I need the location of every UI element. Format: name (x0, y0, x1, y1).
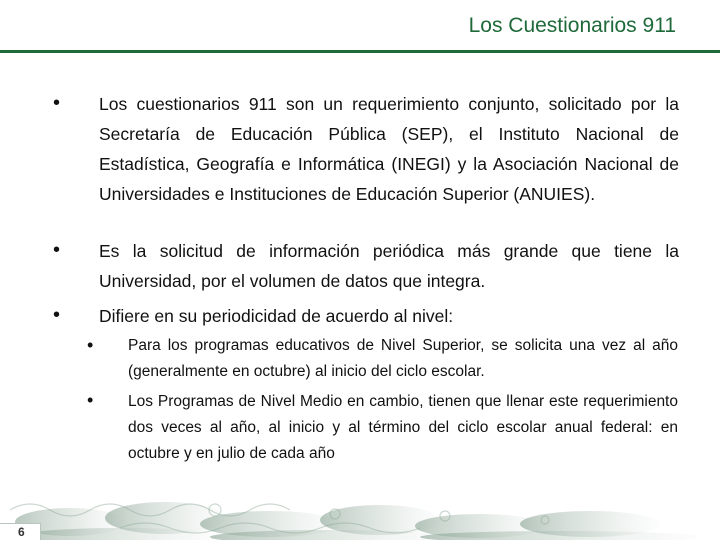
footer-decoration (0, 480, 720, 540)
bullet-marker: • (53, 92, 61, 114)
sub-bullet-text-1: Para los programas educativos de Nivel Superior, se solicita una vez al año (generalmente en octubre) al inicio del ciclo escolar. (128, 337, 678, 380)
bullet-text-2: Es la solicitud de información periódica más grande que tiene la Universidad, por el volumen de datos que integra. (99, 241, 679, 291)
bullet-text-1: Los cuestionarios 911 son un requerimiento conjunto, solicitado por la Secretaría de Educación Pública (SEP), el Instituto Nacional de Estadística, Geografía e Informática (INEGI) y la Asociación Nacional de Universidades e Instituciones de Educación Superior (ANUIES). (99, 94, 679, 204)
sub-bullet-marker: • (87, 335, 94, 355)
bullet-marker: • (53, 239, 61, 261)
bullet-marker: • (53, 304, 61, 326)
sub-bullet-text-2: Los Programas de Nivel Medio en cambio, tienen que llenar este requerimiento dos veces al año, al inicio y al término del ciclo escolar anual federal: en octubre y en julio de cada año (128, 393, 678, 462)
title-underline (0, 50, 720, 53)
bullet-text-3: Difiere en su periodicidad de acuerdo al nivel: (99, 306, 454, 326)
slide-title: Los Cuestionarios 911 (468, 14, 676, 37)
sub-bullet-marker: • (87, 390, 94, 410)
page-number: 6 (18, 525, 25, 539)
